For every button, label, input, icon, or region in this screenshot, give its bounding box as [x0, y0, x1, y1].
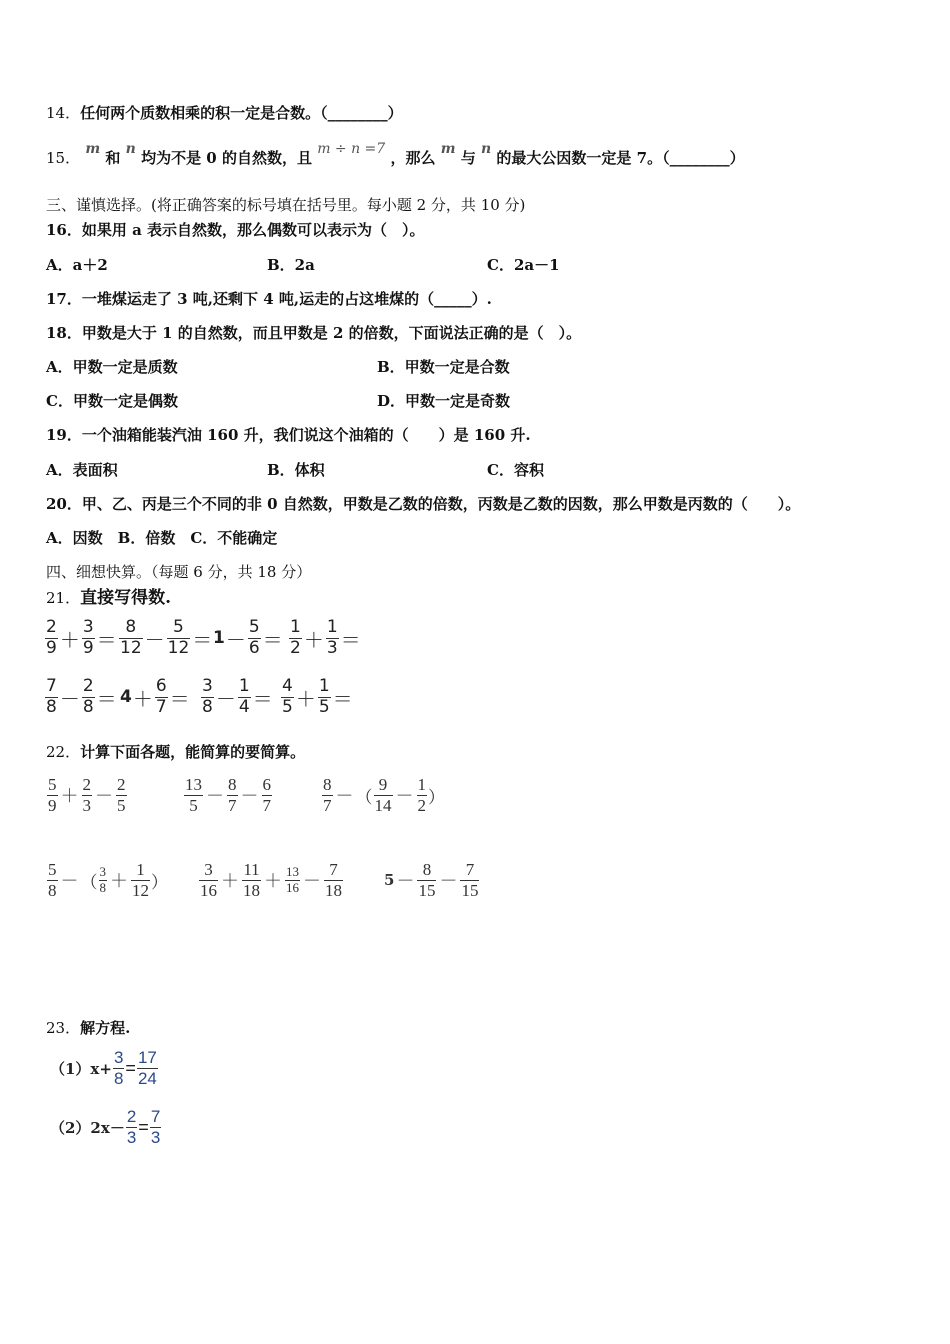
q16-option-c[interactable]: C．2a－1 — [487, 256, 560, 274]
q21-expr-1: $\frac{2}{9}$ ＋ $\frac{3}{9}$ ＝ — [46, 617, 117, 658]
q22-expr-5: $\frac{3}{16}$ ＋ $\frac{11}{18}$ ＋ $\frac{13}{16}$ － $\frac{7}{18}$ — [200, 860, 342, 900]
question-15: 15． m 和 n 均为不是 0 的自然数，且 m ÷ n =7 ，那么 m 与 n 的最大公因数一定是 7。（________） — [46, 141, 745, 167]
question-18: 18．甲数是大于 1 的自然数，而且甲数是 2 的倍数，下面说法正确的是（ ）。 — [46, 324, 582, 342]
question-14: 14．任何两个质数相乘的积一定是合数。（________） — [46, 104, 403, 122]
question-23: 23．解方程. — [46, 1019, 131, 1037]
q21-expr-7: $\frac{3}{8}$ － $\frac{1}{4}$ ＝ — [202, 676, 273, 717]
q21-expr-8: $\frac{4}{5}$ ＋ $\frac{1}{5}$ ＝ — [282, 676, 353, 717]
q21-expr-4: $\frac{1}{2}$ ＋ $\frac{1}{3}$ ＝ — [290, 617, 361, 658]
q23-equation-2: （2）2x－ $\frac{2}{3}$ = $\frac{7}{3}$ — [50, 1107, 161, 1147]
q18-option-a[interactable]: A．甲数一定是质数 — [46, 358, 178, 376]
q18-option-c[interactable]: C．甲数一定是偶数 — [46, 392, 178, 410]
question-22: 22．计算下面各题，能简算的要简算。 — [46, 743, 306, 761]
q21-expr-2: $\frac{8}{12}$ － $\frac{5}{12}$ ＝ — [120, 617, 213, 658]
q19-option-a[interactable]: A．表面积 — [46, 461, 118, 479]
q19-option-b[interactable]: B．体积 — [267, 461, 325, 479]
q18-option-b[interactable]: B．甲数一定是合数 — [377, 358, 510, 376]
q18-option-d[interactable]: D．甲数一定是奇数 — [377, 392, 511, 410]
q16-option-a[interactable]: A．a＋2 — [46, 256, 108, 274]
q16-option-b[interactable]: B．2a — [267, 256, 315, 274]
q21-expr-5: $\frac{7}{8}$ － $\frac{2}{8}$ ＝ — [46, 676, 117, 717]
q22-expr-6: 5 － $\frac{8}{15}$ － $\frac{7}{15}$ — [384, 860, 479, 900]
q22-expr-2: $\frac{13}{5}$ － $\frac{8}{7}$ － $\frac{6}{7}$ — [185, 775, 271, 815]
question-16: 16．如果用 a 表示自然数，那么偶数可以表示为（ ）。 — [46, 221, 425, 239]
q21-expr-6: 4 ＋ $\frac{6}{7}$ ＝ — [120, 676, 190, 717]
section-4-heading: 四、细想快算。（每题 6 分，共 18 分） — [46, 563, 312, 581]
q22-expr-4: $\frac{5}{8}$ － （ $\frac{3}{8}$ ＋ $\frac{1}{12}$ ） — [48, 860, 168, 900]
q21-expr-3: 1 － $\frac{5}{6}$ ＝ — [213, 617, 283, 658]
q19-option-c[interactable]: C．容积 — [487, 461, 544, 479]
q22-expr-1: $\frac{5}{9}$ ＋ $\frac{2}{3}$ － $\frac{2}{5}$ — [48, 775, 126, 815]
q22-expr-3: $\frac{8}{7}$ － （ $\frac{9}{14}$ － $\frac{1}{2}$ ） — [323, 775, 445, 815]
question-17: 17．一堆煤运走了 3 吨,还剩下 4 吨,运走的占这堆煤的（_____）. — [46, 290, 492, 308]
question-20: 20．甲、乙、丙是三个不同的非 0 自然数，甲数是乙数的倍数，丙数是乙数的因数，那么甲数是丙数的（ ）。 — [46, 495, 801, 513]
section-3-heading: 三、谨慎选择。(将正确答案的标号填在括号里。每小题 2 分，共 10 分) — [46, 196, 526, 214]
question-19: 19．一个油箱能装汽油 160 升，我们说这个油箱的（ ）是 160 升. — [46, 426, 531, 444]
q20-options[interactable]: A．因数 B．倍数 C．不能确定 — [46, 529, 278, 547]
q23-equation-1: （1）x+ $\frac{3}{8}$ = $\frac{17}{24}$ — [50, 1048, 157, 1088]
question-21: 21．直接写得数. — [46, 588, 172, 608]
